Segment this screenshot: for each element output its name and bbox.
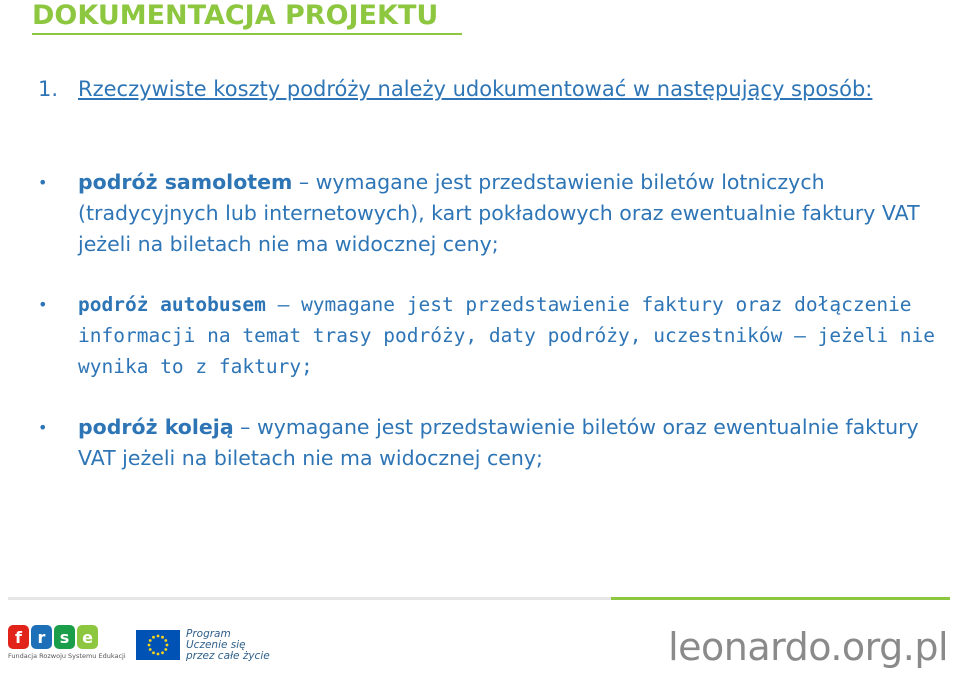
page-title: DOKUMENTACJA PROJEKTU [32,0,439,31]
bullet-bus [78,289,938,382]
bullet-train-text: – wymagane jest przedstawienie biletów oraz ewentualnie faktury VAT jeżeli na biletach nie ma widocznej ceny; [78,415,919,470]
eu-program-logo [136,629,270,662]
bullet-plane-title: podróż samolotem [78,170,293,194]
eu-flag-icon [136,630,180,660]
frse-letter-r: r [31,625,52,649]
footer-divider [8,597,950,600]
eu-text-line-3: przez całe życie [186,649,270,662]
frse-logo [8,625,126,665]
bullet-bus-title: podróż autobusem [78,293,266,316]
bullet-train [78,412,938,474]
eu-program-text [186,629,270,662]
bullet-bus-text: – wymagane jest przedstawienie faktury oraz dołączenie informacji na temat trasy podróży, daty podróży, uczestników – jeżeli nie wynika to z faktury; [78,293,936,378]
frse-caption: Fundacja Rozwoju Systemu Edukacji [8,652,126,660]
heading-text: Rzeczywiste koszty podróży należy udokumentować w następujący sposób: [78,77,873,101]
frse-letter-f: f [8,625,29,649]
bullet-plane-text: – wymagane jest przedstawienie biletów lotniczych (tradycyjnych lub internetowych), kart pokładowych oraz ewentualnie faktury VAT jeżeli na biletach nie ma widocznej ceny; [78,170,920,256]
section-heading [38,74,918,104]
eu-text-line-2: Uczenie się [186,638,246,651]
eu-text-line-1: Program [186,627,231,640]
leonardo-logo: leonardo.org.pl [668,625,948,669]
frse-letter-s: s [54,625,75,649]
bullet-train-title: podróż koleją [78,415,234,439]
heading-number: 1. [38,77,59,101]
title-underline [32,33,462,35]
footer-logos [8,625,270,665]
bullet-plane [78,167,938,260]
frse-letter-e: e [77,625,98,649]
